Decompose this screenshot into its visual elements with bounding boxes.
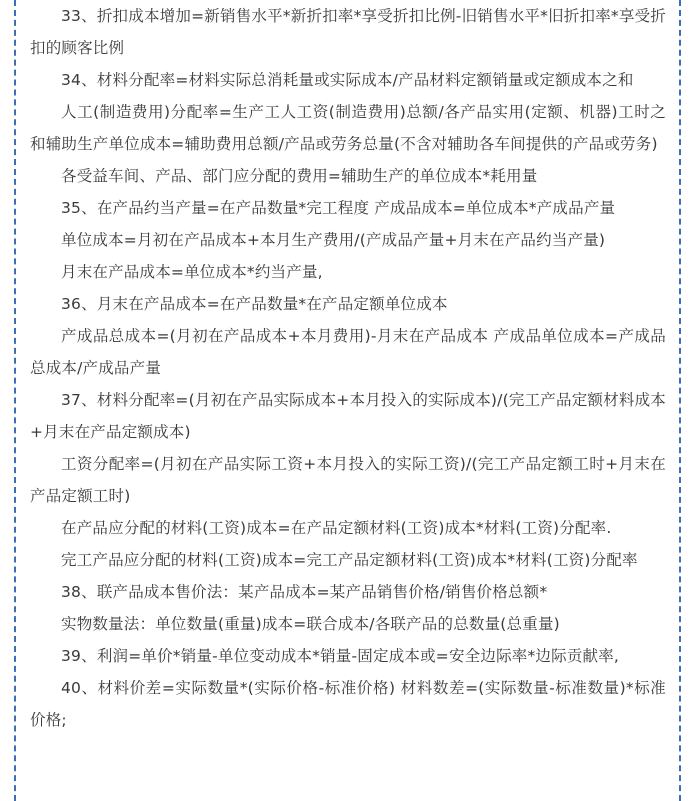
paragraph-month-end-wip: 月末在产品成本=单位成本*约当产量, (61, 263, 323, 281)
paragraph-40: 40、材料价差=实际数量*(实际价格-标准价格) 材料数差=(实际数量-标准数量)*标准价格; (30, 679, 666, 729)
paragraph-37: 37、材料分配率=(月初在产品实际成本+本月投入的实际成本)/(完工产品定额材料成本+月末在产品定额成本) (30, 391, 666, 441)
paragraph-33: 33、折扣成本增加=新销售水平*新折扣率*享受折扣比例-旧销售水平*旧折扣率*享受折扣的顾客比例 (30, 7, 666, 57)
paragraph-39: 39、利润=单价*销量-单位变动成本*销量-固定成本或=安全边际率*边际贡献率, (61, 647, 620, 665)
paragraph-38: 38、联产品成本售价法：某产品成本=某产品销售价格/销售价格总额* (61, 583, 548, 601)
paragraph-beneficiary-cost: 各受益车间、产品、部门应分配的费用=辅助生产的单位成本*耗用量 (61, 167, 538, 185)
paragraph-35: 35、在产品约当产量=在产品数量*完工程度 产成品成本=单位成本*产成品产量 (61, 199, 616, 217)
right-dashed-border (679, 0, 681, 801)
left-dashed-border (14, 0, 16, 801)
paragraph-34: 34、材料分配率=材料实际总消耗量或实际成本/产品材料定额销量或定额成本之和 (61, 71, 634, 89)
paragraph-36: 36、月末在产品成本=在产品数量*在产品定额单位成本 (61, 295, 448, 313)
paragraph-wage-allocation: 工资分配率=(月初在产品实际工资+本月投入的实际工资)/(完工产品定额工时+月末在产品定额工时) (30, 455, 666, 505)
paragraph-finished-total-cost: 产成品总成本=(月初在产品成本+本月费用)-月末在产品成本 产成品单位成本=产成品总成本/产成品产量 (30, 327, 666, 377)
document-body (30, 0, 666, 736)
paragraph-unit-cost: 单位成本=月初在产品成本+本月生产费用/(产成品产量+月末在产品约当产量) (61, 231, 606, 249)
paragraph-finished-material-cost: 完工产品应分配的材料(工资)成本=完工产品定额材料(工资)成本*材料(工资)分配率 (61, 551, 638, 569)
paragraph-labor-allocation: 人工(制造费用)分配率=生产工人工资(制造费用)总额/各产品实用(定额、机器)工时之和辅助生产单位成本=辅助费用总额/产品或劳务总量(不含对辅助各车间提供的产品或劳务) (30, 103, 666, 153)
paragraph-physical-quantity: 实物数量法：单位数量(重量)成本=联合成本/各联产品的总数量(总重量) (61, 615, 560, 633)
paragraph-wip-material-cost: 在产品应分配的材料(工资)成本=在产品定额材料(工资)成本*材料(工资)分配率. (61, 519, 612, 537)
